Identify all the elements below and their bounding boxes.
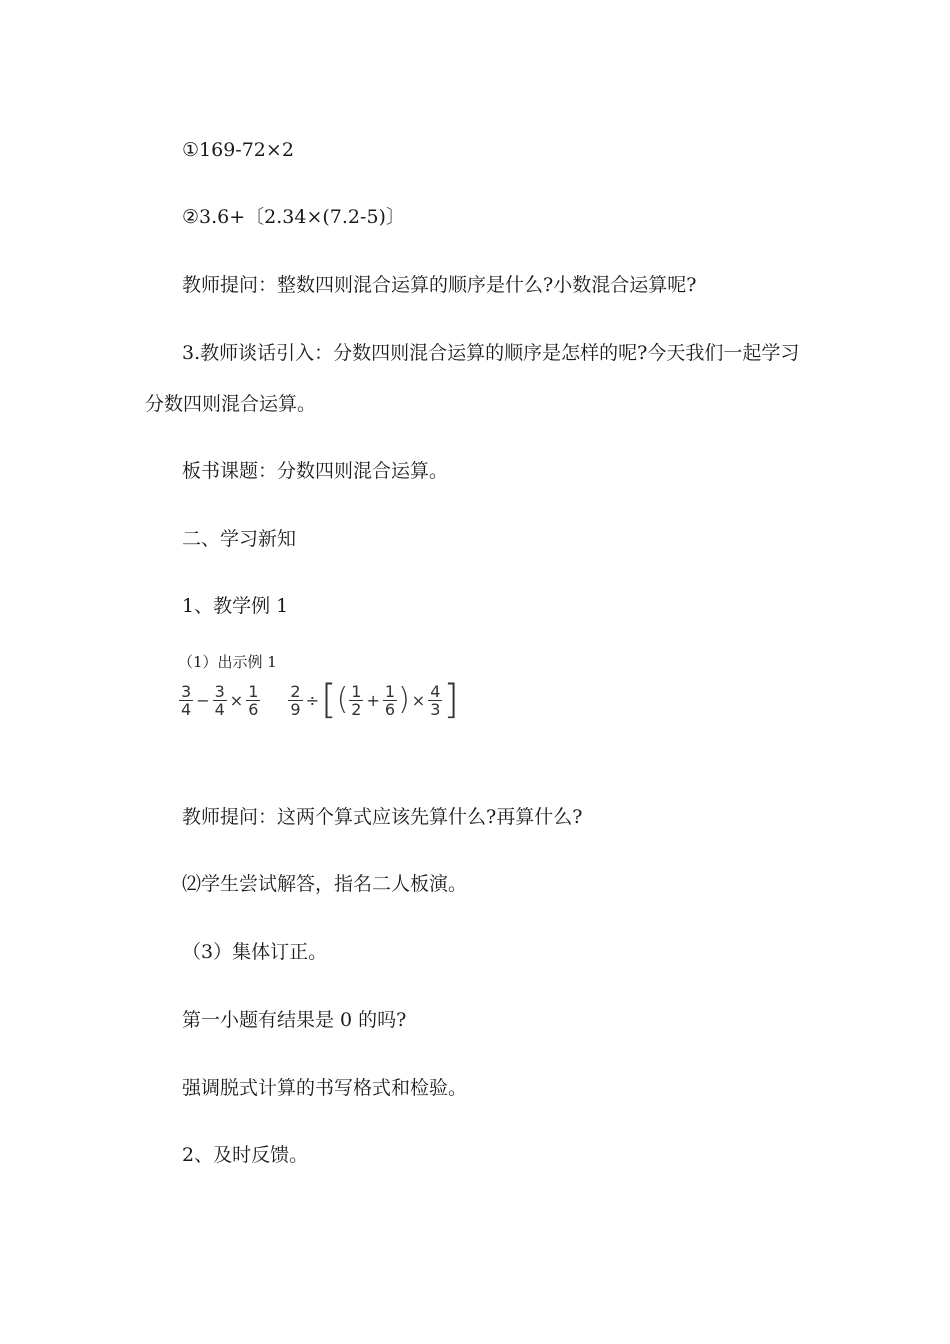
operator: ÷	[305, 690, 319, 710]
fraction: $\frac{1}{2}$	[351, 681, 362, 719]
expression-2: ②3.6+〔2.34×(7.2-5)〕	[182, 206, 405, 228]
teacher-intro-cont: 分数四则混合运算。	[145, 393, 317, 415]
operator: −	[196, 690, 210, 710]
left-bracket: [	[320, 677, 337, 723]
operator: ×	[229, 690, 244, 710]
student-attempt: ⑵学生尝试解答，指名二人板演。	[182, 873, 468, 895]
example-label: （1）出示例 1	[178, 653, 277, 671]
operator: ×	[411, 690, 426, 710]
group-correction: （3）集体订正。	[182, 941, 328, 963]
fraction: $\frac{3}{4}$	[181, 681, 192, 719]
teacher-question-2: 教师提问：这两个算式应该先算什么?再算什么?	[182, 806, 583, 828]
fraction: $\frac{4}{3}$	[430, 681, 441, 719]
fraction: $\frac{1}{6}$	[384, 681, 396, 719]
fraction: $\frac{3}{4}$	[214, 681, 225, 719]
right-paren: )	[398, 682, 410, 717]
teacher-intro: 3.教师谈话引入：分数四则混合运算的顺序是怎样的呢?今天我们一起学习	[182, 342, 800, 364]
fraction: $\frac{1}{6}$	[248, 681, 259, 719]
feedback-heading: 2、及时反馈。	[182, 1144, 309, 1166]
example-formula	[178, 676, 459, 724]
operator: +	[366, 690, 380, 710]
left-paren: (	[336, 682, 349, 717]
subsection-heading: 1、教学例 1	[182, 595, 289, 617]
expression-1: ①169-72×2	[182, 139, 294, 161]
board-title: 板书课题：分数四则混合运算。	[182, 460, 449, 482]
fraction: $\frac{2}{9}$	[290, 681, 301, 719]
question-zero-result: 第一小题有结果是 0 的吗?	[182, 1009, 407, 1031]
teacher-question-1: 教师提问：整数四则混合运算的顺序是什么?小数混合运算呢?	[182, 274, 697, 296]
right-bracket: ]	[443, 677, 459, 723]
section-heading: 二、学习新知	[182, 528, 297, 550]
emphasis-note: 强调脱式计算的书写格式和检验。	[182, 1077, 468, 1099]
